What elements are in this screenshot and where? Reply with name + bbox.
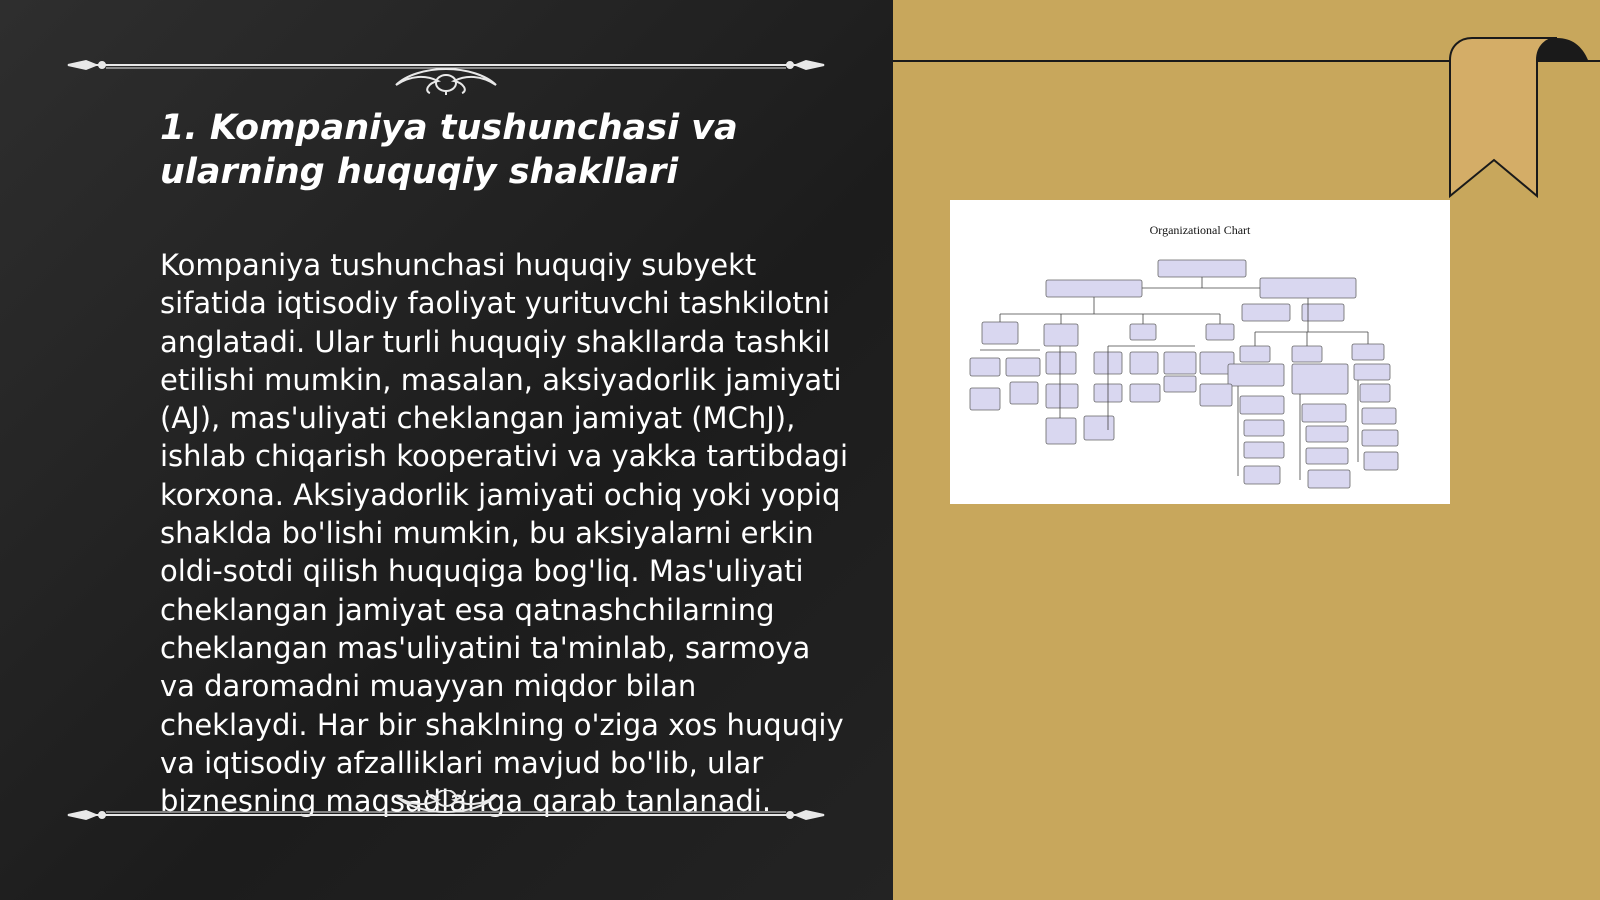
flourish-divider-icon bbox=[66, 45, 826, 95]
slide-title: 1. Kompaniya tushunchasi va ularning huquqiy shakllari bbox=[160, 108, 738, 192]
org-chart-title: Organizational Chart bbox=[1149, 223, 1251, 237]
bookmark-ribbon-icon bbox=[1432, 36, 1592, 201]
flourish-divider-icon bbox=[66, 790, 826, 840]
body-text: Kompaniya tushunchasi huquqiy subyekt sifatida iqtisodiy faoliyat yurituvchi tashkilotni anglatadi. Ular turli huquqiy shakllarda tashkil etilishi mumkin, masalan, aksiyadorlik jamiyati (AJ), mas'uliyati cheklangan jamiyat (MChJ), ishlab chiqarish kooperativi va yakka tartibdagi korxona. Aksiyadorlik jamiyati ochiq yoki yopiq shaklda bo'lishi mumkin, bu aksiyalarni erkin oldi-sotdi qilish huquqiga bog'liq. Mas'uliyati cheklangan jamiyat esa qatnashchilarning cheklangan mas'uliyatini ta'minlab, sarmoya va daromadni muayyan miqdor bilan cheklaydi. Har bir shaklning o'ziga xos huquqiy va iqtisodiy afzalliklari mavjud bo'lib, ular biznesning maqsadlariga qarab tanlanadi. bbox=[160, 248, 848, 819]
org-chart-image bbox=[950, 200, 1450, 504]
